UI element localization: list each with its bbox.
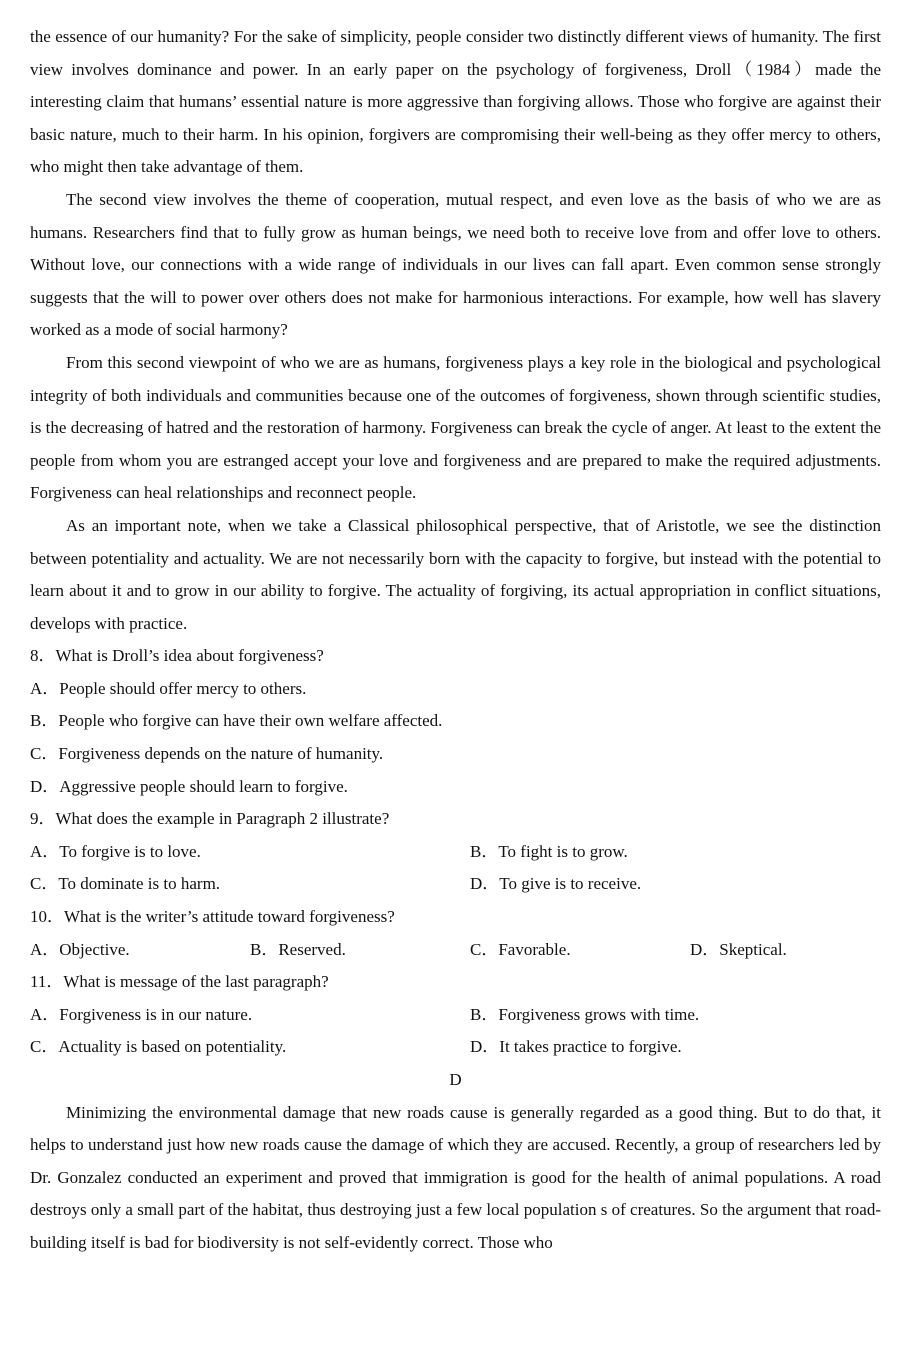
passage-paragraph-3: From this second viewpoint of who we are as humans, forgiveness plays a key role in the biological and psychological integrity of both individuals and communities because one of the outcomes of forgiveness, shown through scientific studies, is the decreasing of hatred and the restoration of harmony. Forgiveness can break the cycle of anger. At least to the extent the people from whom you are estranged accept your love and forgiveness and are prepared to make the required adjustments. Forgiveness can heal relationships and reconnect people.	[30, 352, 881, 503]
question-9-option-a: A．To forgive is to love.	[30, 841, 201, 861]
question-11-option-d: D．It takes practice to forgive.	[470, 1037, 682, 1057]
question-11-option-b: B．Forgiveness grows with time.	[470, 1004, 700, 1024]
question-9-option-b: B．To fight is to grow.	[470, 841, 628, 861]
question-8-option-d: D．Aggressive people should learn to forgive.	[30, 776, 348, 796]
question-11-stem: 11．What is message of the last paragraph?	[30, 972, 329, 992]
question-9-stem: 9．What does the example in Paragraph 2 illustrate?	[30, 809, 390, 829]
question-10-option-c: C．Favorable.	[470, 939, 571, 959]
passage-paragraph-2: The second view involves the theme of cooperation, mutual respect, and even love as the basis of who we are as humans. Researchers find that to fully grow as human beings, we need both to receive love from and offer love to others. Without love, our connections with a wide range of individuals in our lives can fall apart. Even common sense strongly suggests that the will to power over others does not make for harmonious interactions. For example, how well has slavery worked as a mode of social harmony?	[30, 189, 881, 340]
question-10-option-b: B．Reserved.	[250, 939, 346, 959]
question-9-option-c: C．To dominate is to harm.	[30, 874, 221, 894]
question-10-options-row	[30, 934, 881, 967]
question-10-stem: 10．What is the writer’s attitude toward forgiveness?	[30, 907, 395, 927]
question-8-option-c: C．Forgiveness depends on the nature of humanity.	[30, 744, 384, 764]
section-d-paragraph: Minimizing the environmental damage that new roads cause is generally regarded as a good thing. But to do that, it helps to understand just how new roads cause the damage of which they are accused. Recently, a group of researchers led by Dr. Gonzalez conducted an experiment and proved that immigration is good for the health of animal populations. A road destroys only a small part of the habitat, thus destroying just a few local population s of creatures. So the argument that road-building itself is bad for biodiversity is not self-evidently correct. Those who	[30, 1102, 881, 1252]
question-11-options-row-1	[30, 999, 881, 1032]
question-11-option-a: A．Forgiveness is in our nature.	[30, 1004, 253, 1024]
section-d-heading: D	[449, 1070, 462, 1089]
question-9-option-d: D．To give is to receive.	[470, 874, 642, 894]
passage-paragraph-4: As an important note, when we take a Classical philosophical perspective, that of Aristotle, we see the distinction between potentiality and actuality. We are not necessarily born with the capacity to forgive, but instead with the potential to learn about it and to grow in our ability to forgive. The actuality of forgiving, its actual appropriation in conflict situations, develops with practice.	[30, 515, 881, 633]
question-10-option-a: A．Objective.	[30, 939, 130, 959]
question-9-options-row-2	[30, 868, 881, 901]
question-11-option-c: C．Actuality is based on potentiality.	[30, 1037, 287, 1057]
question-9-options-row-1	[30, 836, 881, 869]
question-8-stem: 8．What is Droll’s idea about forgiveness?	[30, 646, 324, 666]
question-10-option-d: D．Skeptical.	[690, 939, 787, 959]
question-11-options-row-2	[30, 1031, 881, 1064]
page-content	[30, 21, 881, 1260]
question-8-option-b: B．People who forgive can have their own welfare affected.	[30, 711, 443, 731]
question-8-option-a: A．People should offer mercy to others.	[30, 678, 307, 698]
passage-paragraph-1: the essence of our humanity? For the sake of simplicity, people consider two distinctly different views of humanity. The first view involves dominance and power. In an early paper on the psychology of forgiveness, Droll（1984）made the interesting claim that humans’ essential nature is more aggressive than forgiving allows. Those who forgive are against their basic nature, much to their harm. In his opinion, forgivers are compromising their well-being as they offer mercy to others, who might then take advantage of them.	[30, 27, 881, 177]
